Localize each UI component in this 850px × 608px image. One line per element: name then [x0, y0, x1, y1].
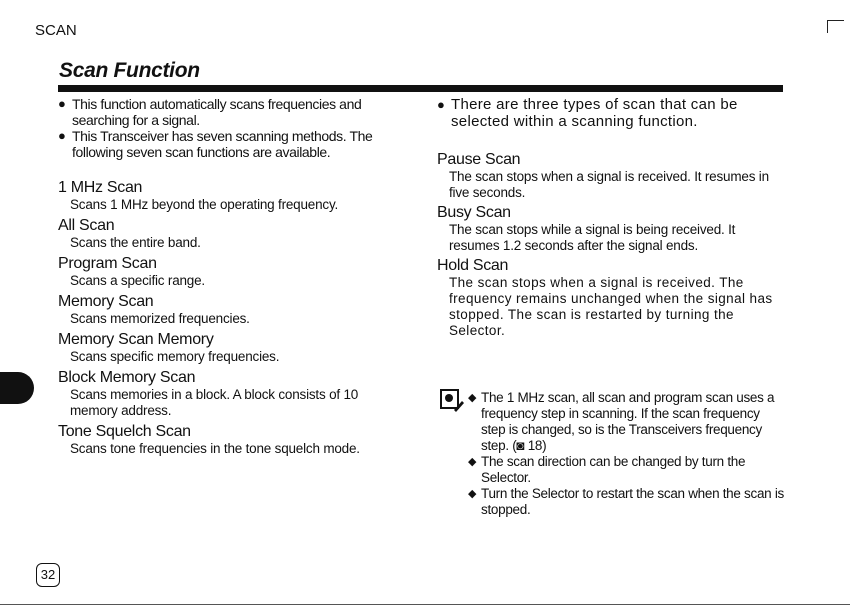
page-title: Scan Function — [59, 59, 200, 82]
right-column — [437, 96, 787, 339]
note-item: ◆ Turn the Selector to restart the scan when the scan is stopped. — [468, 486, 784, 517]
right-intro-bullets — [437, 96, 787, 130]
page-number: 32 — [36, 563, 60, 587]
scan-mode-pause — [437, 150, 787, 201]
section-label: SCAN — [35, 22, 77, 39]
scan-mode-desc: The scan stops when a signal is received. The frequency remains unchanged when the signal has stopped. The scan is restarted by turning the Selector. — [449, 275, 773, 338]
intro-bullet: ● There are three types of scan that can be selected within a scanning function. — [437, 96, 738, 130]
bottom-rule — [0, 604, 850, 605]
chapter-tab-marker — [0, 372, 34, 404]
intro-bullet: ● This function automatically scans frequencies and searching for a signal. — [58, 96, 362, 128]
scan-mode-title: Busy Scan — [437, 204, 511, 221]
scan-mode-desc: The scan stops when a signal is received. It resumes in five seconds. — [449, 169, 769, 200]
title-rule — [58, 85, 783, 92]
scan-type-desc: Scans a specific range. — [70, 273, 205, 288]
scan-mode-desc: The scan stops while a signal is being received. It resumes 1.2 seconds after the signal ends. — [449, 222, 736, 253]
scan-type-desc: Scans memories in a block. A block consists of 10 memory address. — [70, 387, 359, 418]
scan-type-title: Block Memory Scan — [58, 369, 196, 386]
intro-bullet: ● This Transceiver has seven scanning methods. The following seven scan functions are available. — [58, 128, 373, 160]
scan-mode-busy — [437, 203, 787, 254]
left-column — [58, 96, 408, 457]
scan-type-memory-scan-memory — [58, 330, 408, 365]
note-item: ◆ The scan direction can be changed by turn the Selector. — [468, 454, 746, 485]
scan-type-1mhz — [58, 178, 408, 213]
corner-crop-mark — [827, 20, 844, 33]
scan-type-block-memory — [58, 368, 408, 419]
scan-type-tone-squelch — [58, 422, 408, 457]
scan-type-title: Memory Scan — [58, 293, 154, 310]
scan-type-title: All Scan — [58, 217, 115, 234]
intro-bullets — [58, 96, 408, 160]
scan-type-title: Program Scan — [58, 255, 157, 272]
scan-type-program — [58, 254, 408, 289]
scan-type-all — [58, 216, 408, 251]
scan-type-desc: Scans memorized frequencies. — [70, 311, 250, 326]
scan-type-desc: Scans specific memory frequencies. — [70, 349, 280, 364]
note-pencil-icon — [440, 388, 464, 412]
scan-type-title: Memory Scan Memory — [58, 331, 214, 348]
scan-type-desc: Scans tone frequencies in the tone squelch mode. — [70, 441, 360, 456]
scan-mode-hold — [437, 256, 787, 339]
scan-type-desc: Scans 1 MHz beyond the operating frequency. — [70, 197, 339, 212]
scan-type-desc: Scans the entire band. — [70, 235, 201, 250]
scan-type-title: 1 MHz Scan — [58, 179, 143, 196]
scan-type-title: Tone Squelch Scan — [58, 423, 191, 440]
note-item: ◆ The 1 MHz scan, all scan and program scan uses a frequency step in scanning. If the scan frequency step is changed, so is the Transceivers frequency step. (◙ 18) — [468, 390, 775, 453]
scan-type-memory — [58, 292, 408, 327]
scan-mode-title: Hold Scan — [437, 257, 509, 274]
scan-mode-title: Pause Scan — [437, 151, 521, 168]
note-list — [468, 390, 786, 518]
